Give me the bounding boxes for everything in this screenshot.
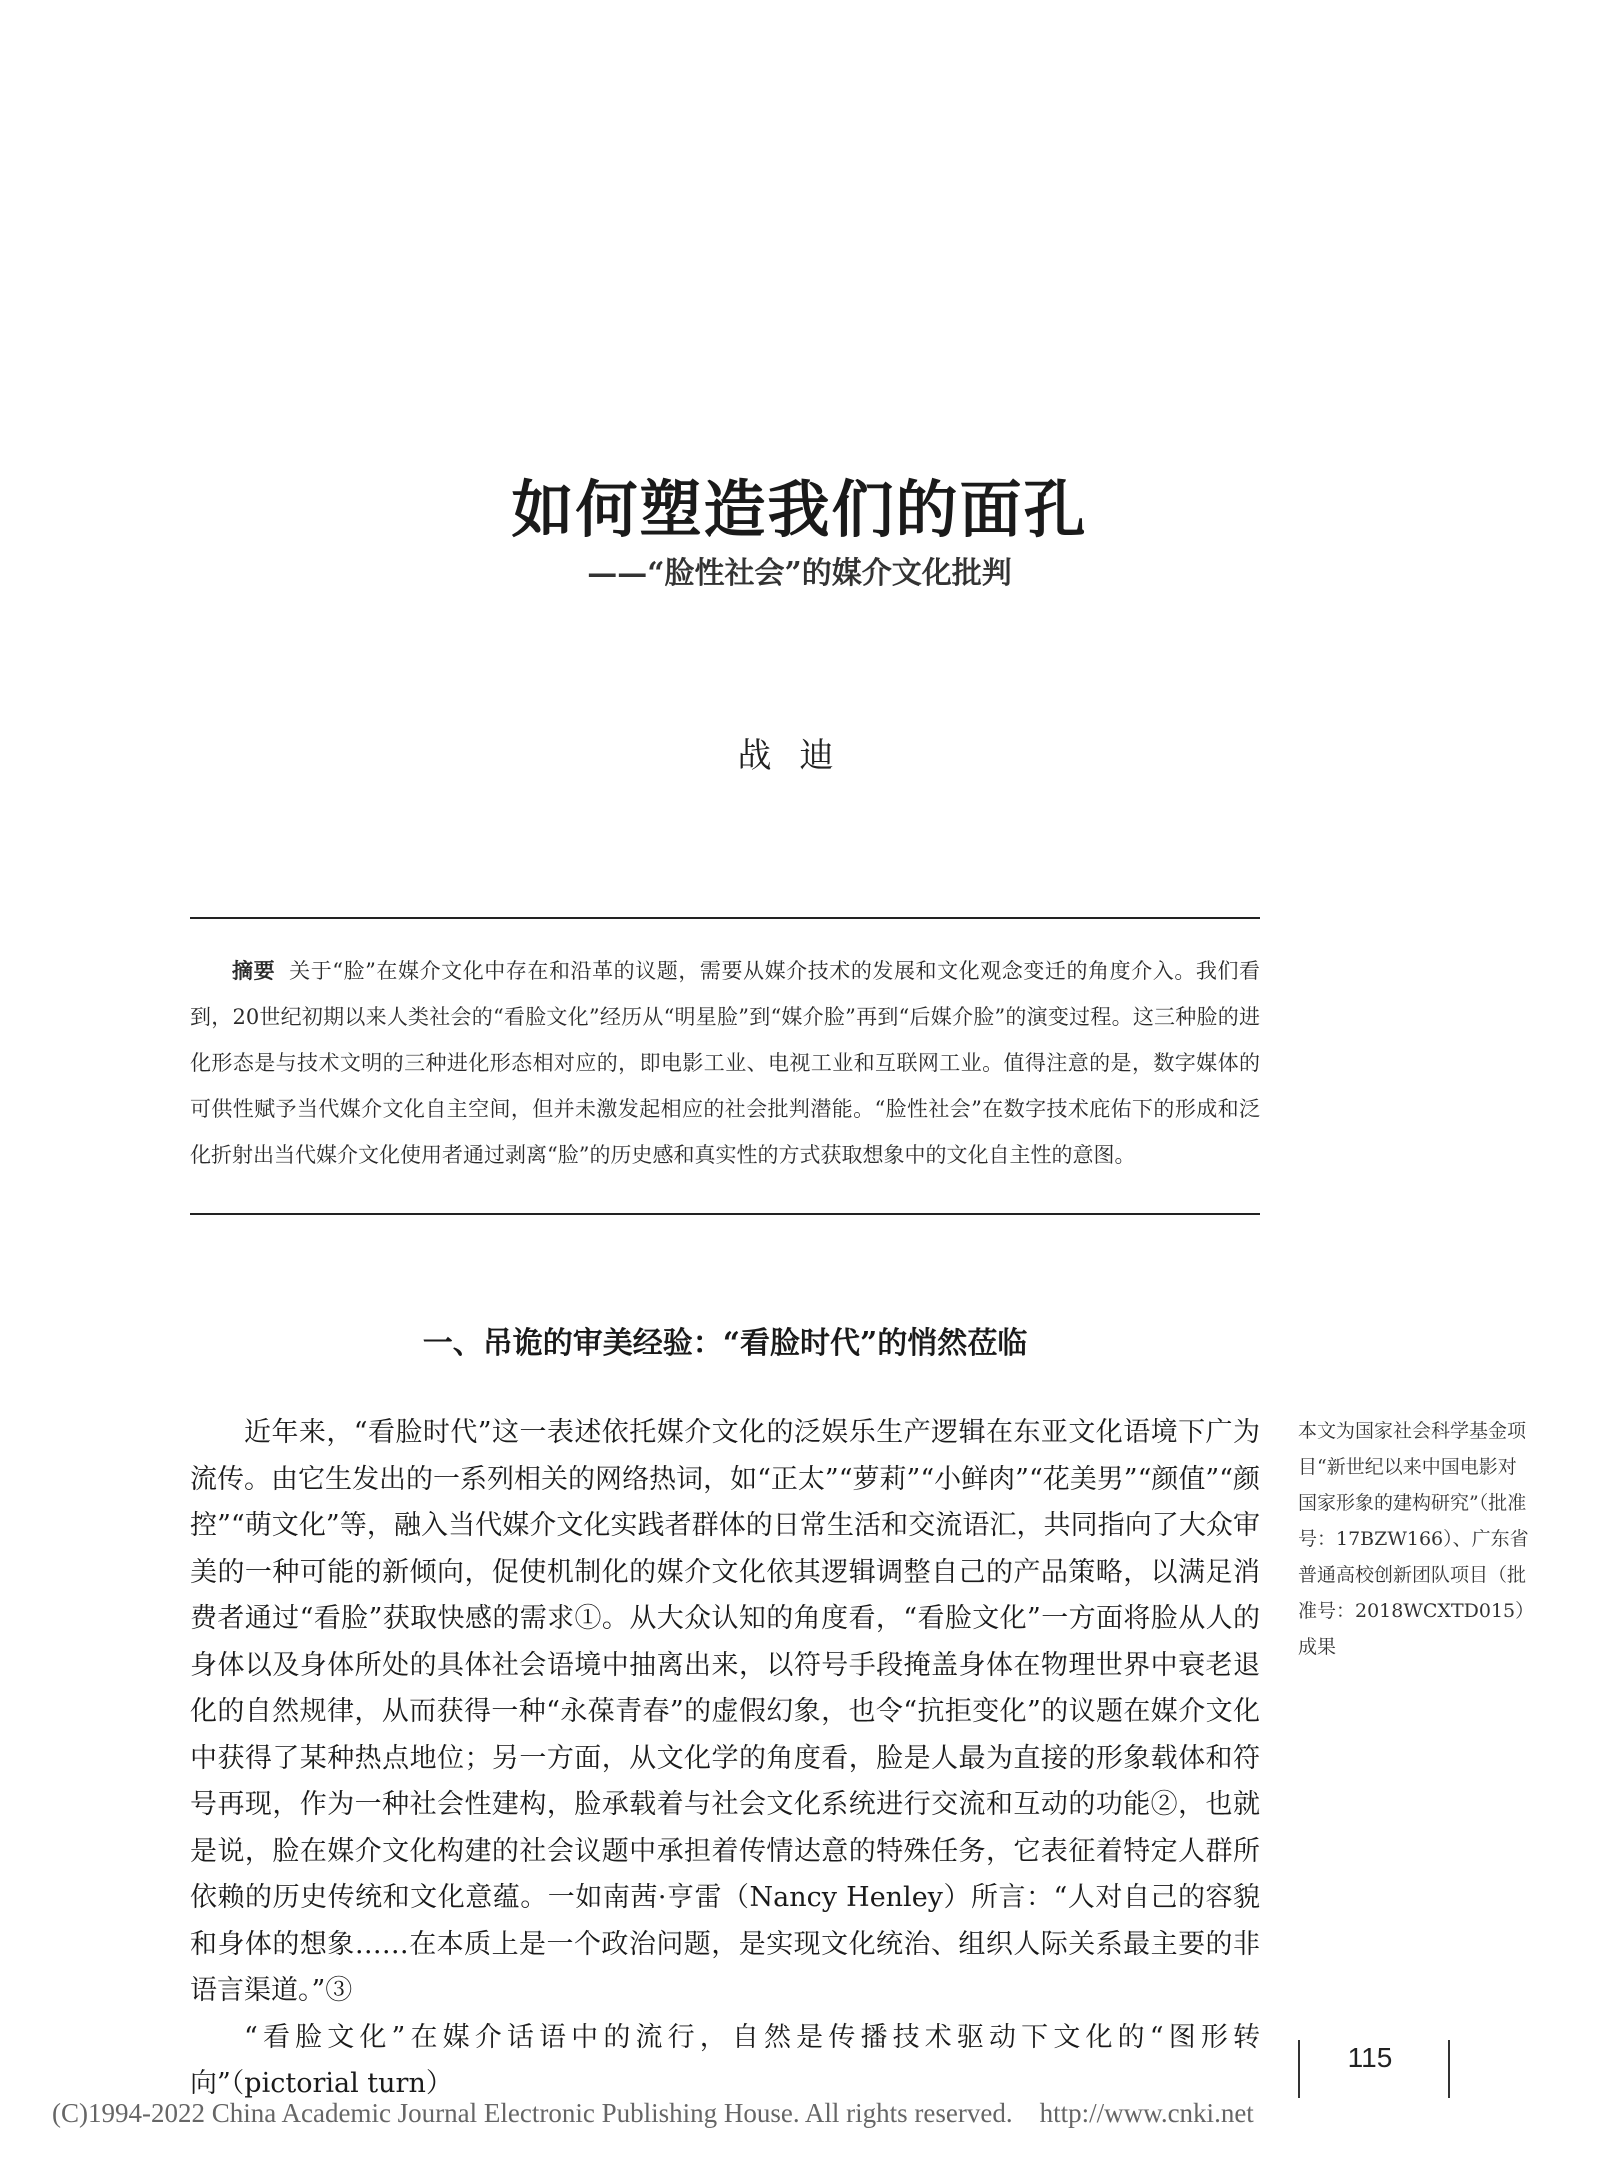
body-paragraph-2: “看脸文化”在媒介话语中的流行，自然是传播技术驱动下文化的“图形转向”（pictorial turn）	[190, 2021, 1260, 2099]
footer-copyright: (C)1994-2022 China Academic Journal Electronic Publishing House. All rights reserved.	[52, 2098, 1013, 2128]
abstract-top-rule	[190, 917, 1260, 919]
page-number: 115	[1347, 2042, 1393, 2073]
funding-note: 本文为国家社会科学基金项目“新世纪以来中国电影对国家形象的建构研究”（批准号：17BZW166）、广东省普通高校创新团队项目（批准号：2018WCXTD015）成果	[1298, 1420, 1529, 1658]
abstract-label: 摘要	[232, 958, 276, 983]
section-heading: 一、吊诡的审美经验：“看脸时代”的悄然莅临	[422, 1326, 1028, 1361]
body-paragraph-1: 近年来，“看脸时代”这一表述依托媒介文化的泛娱乐生产逻辑在东亚文化语境下广为流传。由它生发出的一系列相关的网络热词，如“正太”“萝莉”“小鲜肉”“花美男”“颜值”“颜控”“萌文化”等，融入当代媒介文化实践者群体的日常生活和交流语汇，共同指向了大众审美的一种可能的新倾向，促使机制化的媒介文化依其逻辑调整自己的产品策略，以满足消费者通过“看脸”获取快感的需求①。从大众认知的角度看，“看脸文化”一方面将脸从人的身体以及身体所处的具体社会语境中抽离出来，以符号手段掩盖身体在物理世界中衰老退化的自然规律，从而获得一种“永葆青春”的虚假幻象，也令“抗拒变化”的议题在媒介文化中获得了某种热点地位；另一方面，从文化学的角度看，脸是人最为直接的形象载体和符号再现，作为一种社会性建构，脸承载着与社会文化系统进行交流和互动的功能②，也就是说，脸在媒介文化构建的社会议题中承担着传情达意的特殊任务，它表征着特定人群所依赖的历史传统和文化意蕴。一如南茜·亨雷（Nancy Henley）所言：“人对自己的容貌和身体的想象……在本质上是一个政治问题，是实现文化统治、组织人际关系最主要的非语言渠道。”③	[190, 1417, 1260, 2006]
article-title: 如何塑造我们的面孔	[511, 473, 1088, 546]
abstract-text: 关于“脸”在媒介文化中存在和沿革的议题，需要从媒介技术的发展和文化观念变迁的角度介入。我们看到，20世纪初期以来人类社会的“看脸文化”经历从“明星脸”到“媒介脸”再到“后媒介脸”的演变过程。这三种脸的进化形态是与技术文明的三种进化形态相对应的，即电影工业、电视工业和互联网工业。值得注意的是，数字媒体的可供性赋予当代媒介文化自主空间，但并未激发起相应的社会批判潜能。“脸性社会”在数字技术庇佑下的形成和泛化折射出当代媒介文化使用者通过剥离“脸”的历史感和真实性的方式获取想象中的文化自主性的意图。	[190, 959, 1261, 1167]
footer-url[interactable]: http://www.cnki.net	[1039, 2098, 1254, 2128]
abstract	[190, 948, 1260, 1178]
page-number-right-bar	[1448, 2040, 1450, 2098]
abstract-bottom-rule	[190, 1213, 1260, 1215]
footer	[52, 2098, 1552, 2129]
article-subtitle: ——“脸性社会”的媒介文化批判	[587, 556, 1012, 591]
body-text	[190, 1410, 1260, 2108]
author-name: 战迪	[737, 736, 862, 776]
